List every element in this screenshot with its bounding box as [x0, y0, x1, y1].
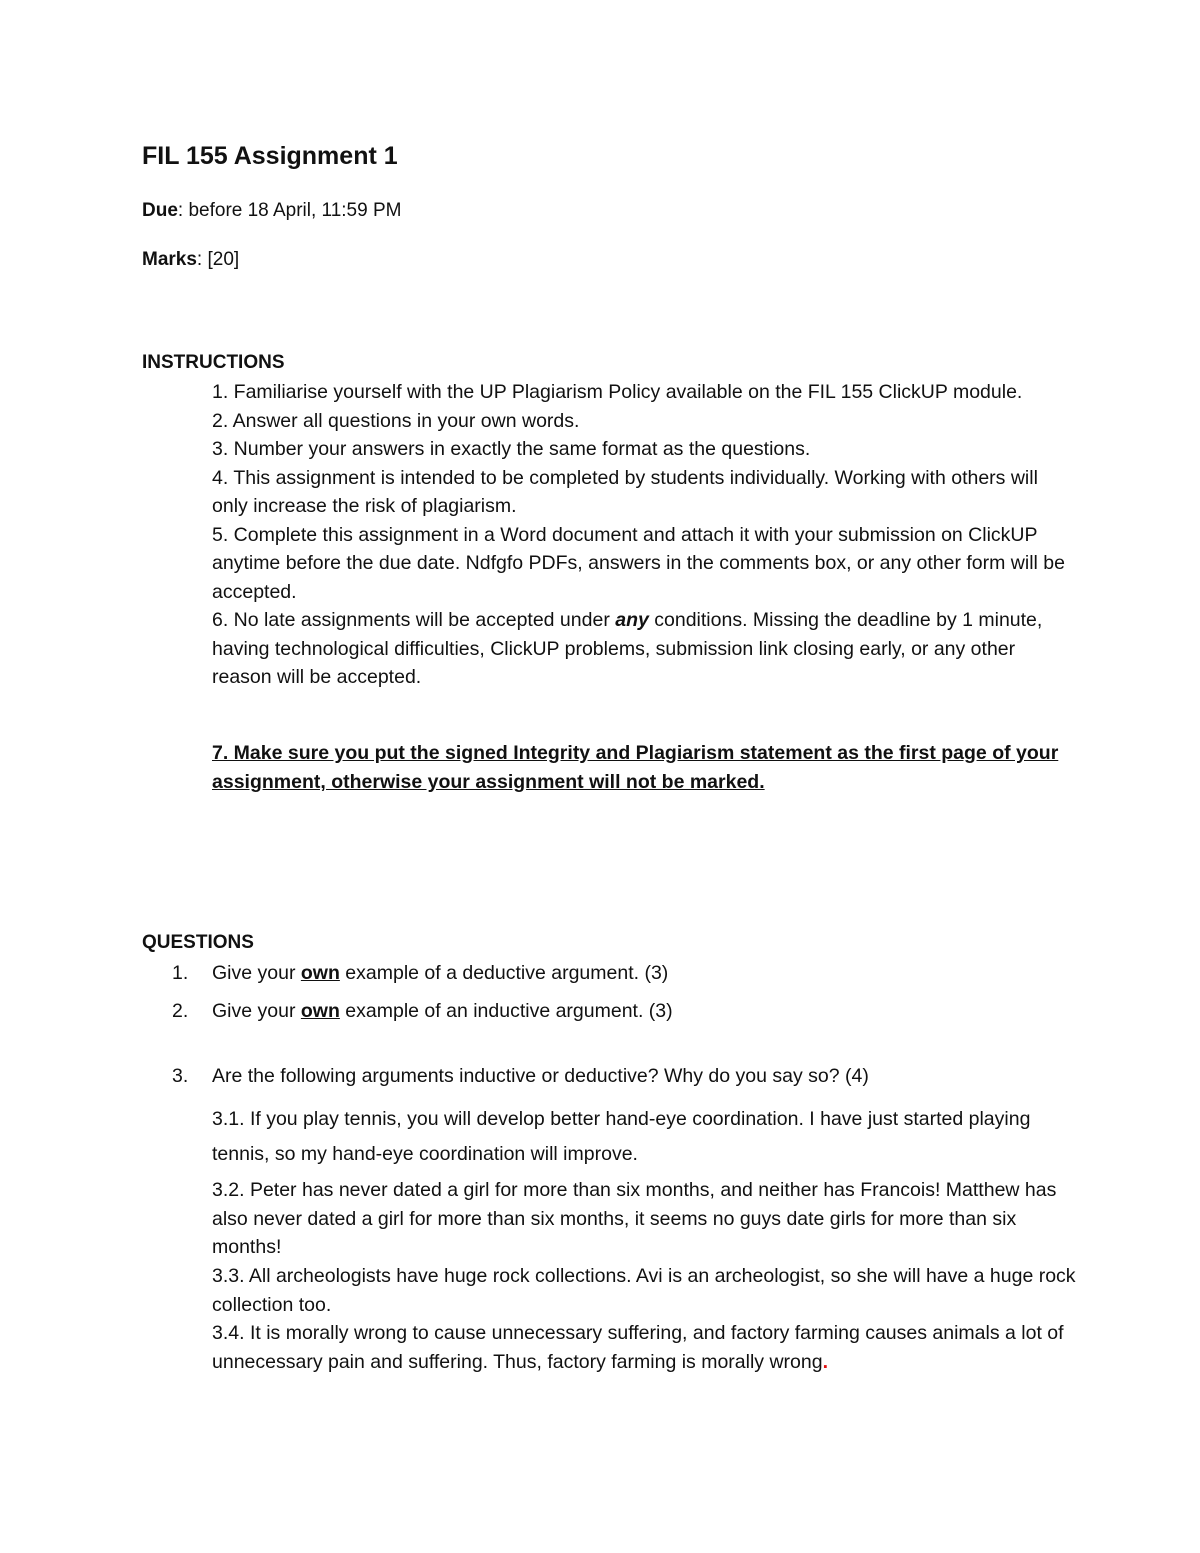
question-1	[212, 962, 668, 985]
question-1-before: Give your	[212, 962, 301, 984]
question-1-number: 1.	[172, 962, 189, 984]
questions-heading: QUESTIONS	[142, 932, 254, 953]
question-3-3: 3.3. All archeologists have huge rock collections. Avi is an archeologist, so she will have a huge rock collection too.	[212, 1265, 1076, 1316]
question-3: Are the following arguments inductive or deductive? Why do you say so? (4)	[212, 1065, 869, 1087]
instruction-item-6-after: conditions. Missing the deadline by 1 minute, having technological difficulties, ClickUP problems, submission link closing early, or any other reason will be accepted.	[212, 609, 1043, 688]
instructions-heading: INSTRUCTIONS	[142, 352, 285, 373]
question-1-after: example of a deductive argument. (3)	[339, 962, 669, 984]
marks-value: : [20]	[196, 249, 240, 270]
instruction-item-6-before: 6. No late assignments will be accepted under	[212, 609, 616, 631]
question-1-emphasis: own	[300, 962, 340, 984]
question-3-number: 3.	[172, 1065, 189, 1087]
question-3-4	[212, 1319, 1082, 1376]
question-2	[212, 1000, 673, 1023]
instruction-item-3: 3. Number your answers in exactly the same format as the questions.	[212, 438, 811, 460]
question-3-4-text: 3.4. It is morally wrong to cause unnecessary suffering, and factory farming causes animals a lot of unnecessary pain and suffering. Thus, factory farming is morally wrong	[212, 1322, 1064, 1373]
question-2-before: Give your	[212, 1000, 301, 1022]
instruction-item-6-emphasis: any	[615, 609, 649, 631]
instruction-item-6	[212, 606, 1072, 692]
integrity-statement-instruction: 7. Make sure you put the signed Integrity and Plagiarism statement as the first page of your assignment, otherwise your assignment will not be marked.	[212, 742, 1059, 793]
due-label: Due	[142, 200, 178, 221]
question-2-number: 2.	[172, 1000, 189, 1022]
question-3-2: 3.2. Peter has never dated a girl for more than six months, and neither has Francois! Matthew has also never dated a girl for more than six months, it seems no guys date girls for more than six months!	[212, 1179, 1057, 1258]
instructions-list	[212, 378, 1072, 692]
question-3-4-end: .	[822, 1350, 828, 1373]
question-2-emphasis: own	[300, 1000, 340, 1022]
instruction-item-2: 2. Answer all questions in your own words.	[212, 409, 580, 432]
question-3-1: 3.1. If you play tennis, you will develop better hand-eye coordination. I have just started playing tennis, so my hand-eye coordination will improve.	[212, 1108, 1031, 1165]
instruction-item-1: 1. Familiarise yourself with the UP Plagiarism Policy available on the FIL 155 ClickUP module.	[212, 381, 1023, 403]
page-title: FIL 155 Assignment 1	[142, 142, 398, 170]
instruction-item-5: 5. Complete this assignment in a Word document and attach it with your submission on ClickUP anytime before the due date. Ndfgfo PDFs, answers in the comments box, or any other form will be accepted.	[212, 523, 1065, 603]
marks-line	[142, 249, 239, 271]
marks-label: Marks	[142, 249, 197, 270]
due-value: : before 18 April, 11:59 PM	[177, 200, 402, 221]
due-line	[142, 200, 401, 222]
instruction-item-4: 4. This assignment is intended to be completed by students individually. Working with others will only increase the risk of plagiarism.	[212, 466, 1038, 517]
question-2-after: example of an inductive argument. (3)	[339, 1000, 673, 1022]
